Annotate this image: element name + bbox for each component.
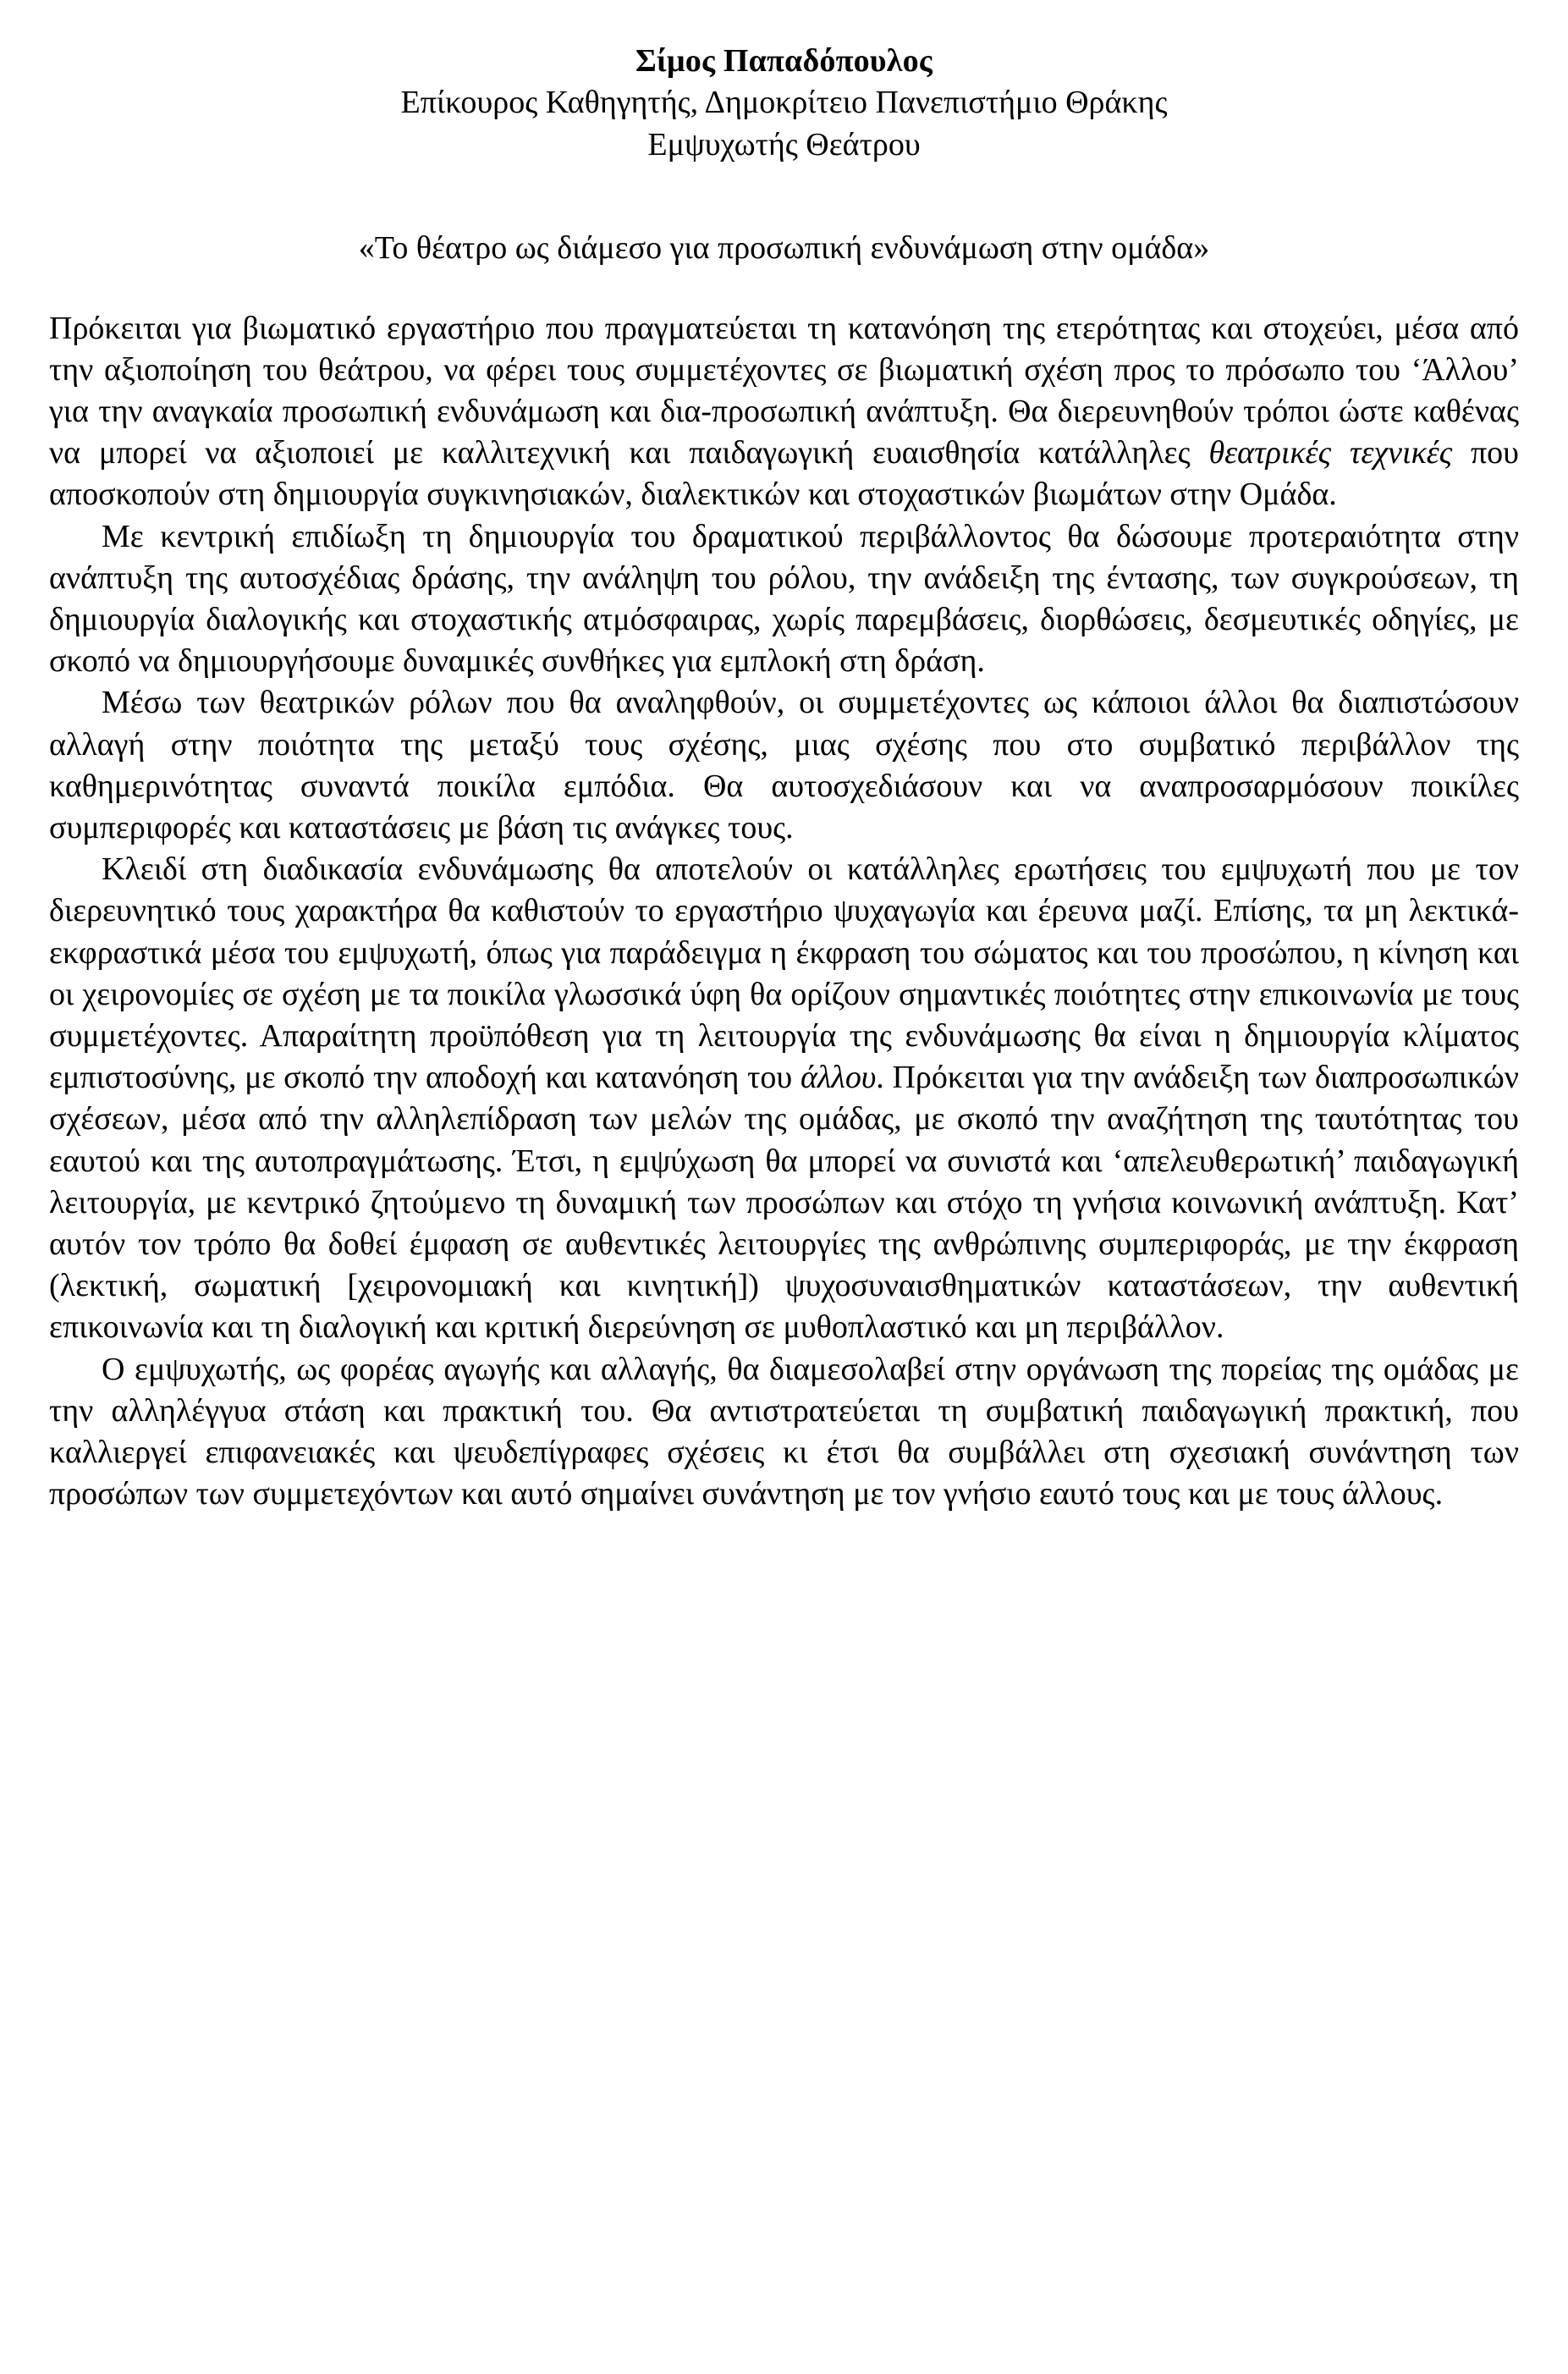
document-body: [49, 308, 1519, 1516]
body-paragraph-p5: [49, 1349, 1519, 1516]
emphasized-text: θεατρικές τεχνικές: [1208, 435, 1453, 471]
paragraph-text: Πρόκειται για βιωματικό εργαστήριο που πραγματεύεται τη κατανόηση της ετερότητας και στοχεύει, μέσα από την αξιοποίηση του θεάτρου, να φέρει τους συμμετέχοντες σε βιωματική σχέση προς το πρόσωπο του ‘Άλλου’ για την αναγκαία προσωπική ενδυνάμωση και δια-προσωπική ανάπτυξη. Θα διερευνηθούν τρόποι ώστε καθένας να μπορεί να αξιοποιεί με καλλιτεχνική και παιδαγωγική ευαισθησία κατάλληλες: [49, 310, 1519, 471]
paragraph-text: . Πρόκειται για την ανάδειξη των διαπροσωπικών σχέσεων, μέσα από την αλληλεπίδραση των μελών της ομάδας, με σκοπό την αναζήτηση της ταυτότητας του εαυτού και της αυτοπραγμάτωσης. Έτσι, η εμψύχωση θα μπορεί να συνιστά και ‘απελευθερωτική’ παιδαγωγική λειτουργία, με κεντρικό ζητούμενο τη δυναμική των προσώπων και στόχο τη γνήσια κοινωνική ανάπτυξη. Κατ’ αυτόν τον τρόπο θα δοθεί έμφαση σε αυθεντικές λειτουργίες της ανθρώπινης συμπεριφοράς, με την έκφραση (λεκτική, σωματική [χειρονομιακή και κινητική]) ψυχοσυναισθηματικών καταστάσεων, την αυθεντική επικοινωνία και τη διαλογική και κριτική διερεύνηση σε μυθοπλαστικό και μη περιβάλλον.: [49, 1060, 1519, 1346]
paragraph-text: που αποσκοπούν στη δημιουργία συγκινησιακών, διαλεκτικών και στοχαστικών βιωμάτων στην Ομάδα.: [49, 435, 1520, 513]
body-paragraph-p2: [49, 516, 1519, 683]
paragraph-text: Ο εμψυχωτής, ως φορέας αγωγής και αλλαγής, θα διαμεσολαβεί στην οργάνωση της πορείας της ομάδας με την αλληλέγγυα στάση και πρακτική του. Θα αντιστρατεύεται τη συμβατική παιδαγωγική πρακτική, που καλλιεργεί επιφανειακές και ψευδεπίγραφες σχέσεις κι έτσι θα συμβάλλει στη σχεσιακή συνάντηση των προσώπων των συμμετεχόντων και αυτό σημαίνει συνάντηση με τον γνήσιο εαυτό τους και με τους άλλους.: [49, 1351, 1519, 1512]
paragraph-text: Με κεντρική επιδίωξη τη δημιουργία του δραματικού περιβάλλοντος θα δώσουμε προτεραιότητα στην ανάπτυξη της αυτοσχέδιας δράσης, την ανάληψη του ρόλου, την ανάδειξη της έντασης, των συγκρούσεων, τη δημιουργία διαλογικής και στοχαστικής ατμόσφαιρας, χωρίς παρεμβάσεις, διορθώσεις, δεσμευτικές οδηγίες, με σκοπό να δημιουργήσουμε δυναμικές συνθήκες για εμπλοκή στη δράση.: [49, 518, 1519, 680]
body-paragraph-p4: [49, 849, 1519, 1348]
paragraph-text: Μέσω των θεατρικών ρόλων που θα αναληφθούν, οι συμμετέχοντες ως κάποιοι άλλοι θα διαπιστώσουν αλλαγή στην ποιότητα της μεταξύ τους σχέσης, μιας σχέσης που στο συμβατικό περιβάλλον της καθημερινότητας συναντά ποικίλα εμπόδια. Θα αυτοσχεδιάσουν και να αναπροσαρμόσουν ποικίλες συμπεριφορές και καταστάσεις με βάση τις ανάγκες τους.: [49, 685, 1519, 845]
document-content: [49, 0, 1519, 1515]
page-title: «Το θέατρο ως διάμεσο για προσωπική ενδυνάμωση στην ομάδα»: [358, 230, 1210, 267]
author-affiliation: Επίκουρος Καθηγητής, Δημοκρίτειο Πανεπιστήμιο Θράκης: [400, 85, 1168, 121]
body-paragraph-p1: [49, 308, 1519, 516]
paragraph-text: Κλειδί στη διαδικασία ενδυνάμωσης θα αποτελούν οι κατάλληλες ερωτήσεις του εμψυχωτή που με τον διερευνητικό τους χαρακτήρα θα καθιστούν το εργαστήριο ψυχαγωγία και έρευνα μαζί. Επίσης, τα μη λεκτικά-εκφραστικά μέσα του εμψυχωτή, όπως για παράδειγμα η έκφραση του σώματος και του προσώπου, η κίνηση και οι χειρονομίες σε σχέση με τα ποικίλα γλωσσικά ύφη θα ορίζουν σημαντικές ποιότητες στην επικοινωνία με τους συμμετέχοντες. Απαραίτητη προϋπόθεση για τη λειτουργία της ενδυνάμωσης θα είναι η δημιουργία κλίματος εμπιστοσύνης, με σκοπό την αποδοχή και κατανόηση του: [49, 851, 1519, 1096]
document-header: [49, 41, 1519, 166]
author-role: Εμψυχωτής Θεάτρου: [647, 126, 921, 162]
emphasized-text: άλλου: [800, 1060, 877, 1096]
author-name: Σίμος Παπαδόπουλος: [635, 43, 933, 79]
body-paragraph-p3: [49, 682, 1519, 849]
